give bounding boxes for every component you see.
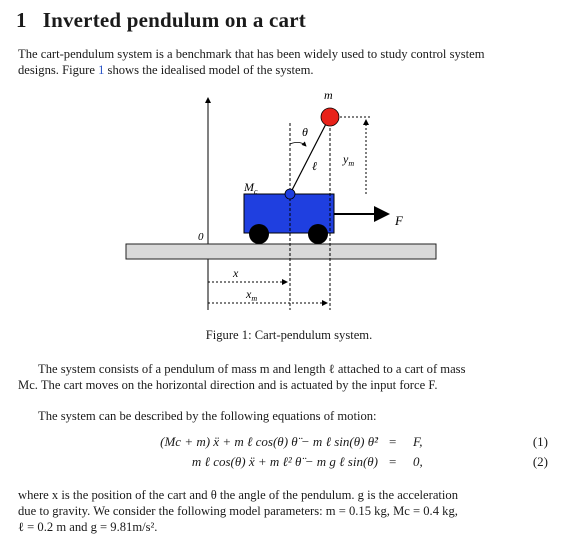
pendulum-rod xyxy=(290,118,329,194)
figure-caption: Figure 1: Cart-pendulum system. xyxy=(205,328,373,342)
cart-pendulum-diagram xyxy=(0,88,578,318)
system-description-line-1: The system consists of a pendulum of mass m and length ℓ attached to a cart of mass xyxy=(38,362,466,376)
equation-1 xyxy=(0,434,578,452)
parameters-paragraph xyxy=(18,487,550,535)
equation-1-number: (1) xyxy=(532,434,548,449)
ym-subscript: m xyxy=(348,159,355,168)
intro-line-2-end: shows the idealised model of the system. xyxy=(104,63,314,77)
cart-mass-subscript: c xyxy=(254,187,258,196)
xm-label xyxy=(245,287,257,303)
equations-intro-line: The system can be described by the following equations of motion: xyxy=(38,409,377,423)
equations-intro-paragraph xyxy=(18,408,550,424)
equation-1-lhs: (Mc + m) ẍ + m ℓ cos(θ) θ̈ − m ℓ sin(θ) θ̇² xyxy=(160,434,378,449)
cart-mass-label xyxy=(243,180,258,196)
cart-mass-symbol: M xyxy=(244,180,254,194)
pendulum-bob xyxy=(321,108,339,126)
equation-2-number: (2) xyxy=(532,454,548,469)
parameters-line-1: where x is the position of the cart and θ the angle of the pendulum. g is the acceleration xyxy=(18,488,459,502)
ym-symbol: y xyxy=(343,152,349,166)
intro-line-2-start: designs. Figure xyxy=(18,63,99,77)
section-title: Inverted pendulum on a cart xyxy=(42,8,306,32)
ym-label xyxy=(342,152,354,168)
left-wheel xyxy=(249,224,269,244)
ground-track xyxy=(126,244,436,259)
xm-symbol: x xyxy=(246,287,252,301)
figure-reference-link[interactable]: 1 xyxy=(98,63,105,77)
parameters-line-2: due to gravity. We consider the following model parameters: m = 0.15 kg, Mc = 0.4 kg, xyxy=(18,504,458,518)
intro-line-1: The cart-pendulum system is a benchmark that has been widely used to study control system xyxy=(18,47,485,61)
bob-mass-label: m xyxy=(324,88,333,102)
pivot-point xyxy=(285,189,295,199)
equation-1-rhs: F, xyxy=(413,434,423,449)
cart-pendulum-figure xyxy=(0,88,578,318)
system-description-line-2: Mc. The cart moves on the horizontal direction and is actuated by the input force F. xyxy=(18,378,438,392)
system-description-paragraph xyxy=(18,361,550,393)
equation-2 xyxy=(0,454,578,472)
equation-2-relation: = xyxy=(389,454,397,469)
x-label: x xyxy=(233,266,239,280)
equation-1-relation: = xyxy=(389,434,397,449)
section-number: 1 xyxy=(16,8,27,32)
equation-2-rhs: 0, xyxy=(413,454,423,469)
equation-2-lhs: m ℓ cos(θ) ẍ + m ℓ² θ̈ − m g ℓ sin(θ) xyxy=(191,454,378,469)
length-label: ℓ xyxy=(312,159,317,173)
parameters-line-3: ℓ = 0.2 m and g = 9.81m/s². xyxy=(18,520,158,534)
force-label: F xyxy=(395,213,403,228)
right-wheel xyxy=(308,224,328,244)
origin-label: 0 xyxy=(198,231,204,243)
equations-of-motion xyxy=(0,434,578,478)
intro-line-2 xyxy=(18,62,550,78)
xm-subscript: m xyxy=(251,294,258,303)
theta-label: θ xyxy=(302,125,308,139)
theta-arc-arrow xyxy=(290,142,306,146)
intro-paragraph xyxy=(18,46,550,78)
section-heading xyxy=(16,8,306,33)
